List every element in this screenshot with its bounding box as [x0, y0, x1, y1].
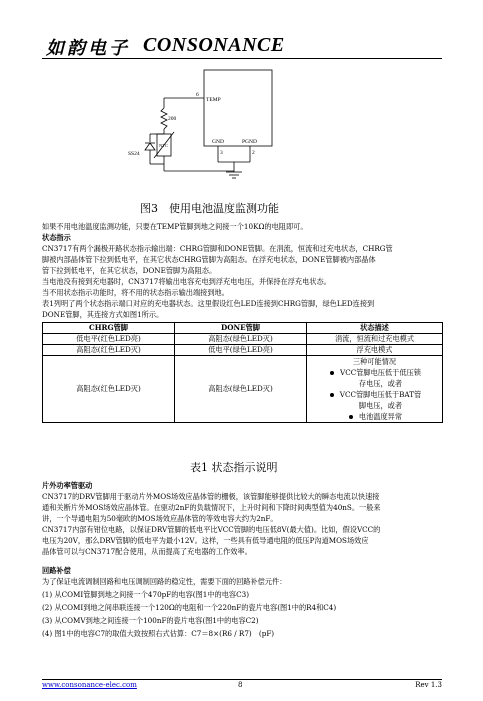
driver-line-6: 晶体管可以与CN3717配合使用，从而提高了充电器的工作效率。 [42, 547, 252, 556]
pin-pgnd-label: PGND [242, 139, 257, 145]
revision: Rev 1.3 [415, 681, 442, 689]
pin-temp-num: 6 [196, 92, 199, 98]
pin-pgnd-num: 2 [252, 150, 255, 156]
status-line-6: 表1列明了两个状态指示端口对应的充电器状态。这里假设红色LED连接到CHRG管脚，绿色LED连接到 [42, 299, 375, 308]
table-1-caption: 表1 状态指示说明 [190, 461, 278, 474]
loop-section-title: 回路补偿 [42, 566, 71, 575]
table-row: 低电平(红色LED亮) 高阻态(绿色LED灭) 涓流，恒流和过充电模式 [43, 334, 443, 345]
pin-gnd-label: GND [212, 139, 224, 145]
table-row: 高阻态(红色LED灭) 低电平(绿色LED亮) 浮充电模式 [43, 345, 443, 356]
driver-line-4: CN3717内部有钳位电路，以保证DRV管脚的低电平比VCC管脚的电压低8V(最大值)。比如，假设VCC的 [42, 525, 381, 534]
status-line-2: 脚被内部晶体管下拉到低电平，在其它状态CHRG管脚为高阻态。在浮充电状态，DONE管脚被内部晶体 [42, 255, 376, 264]
header-divider [42, 58, 442, 59]
bullet-icon [349, 415, 353, 419]
loop-item-2: (2) 从COMI到地之间串联连接一个120Ω的电阻和一个220nF的瓷片电容(图1中的R4和C4) [42, 603, 337, 612]
driver-line-1: CN3717的DRV管脚用于驱动片外MOS场效应晶体管的栅极，该管脚能够提供比较大的瞬态电流以快速接 [42, 492, 380, 501]
loop-item-4: (4) 图1中的电容C7的取值大致按照右式估算：C7＝8×(R6 / R7) (pF) [42, 629, 275, 638]
temp-monitor-diagram [100, 66, 300, 196]
diode-label: SS24 [128, 151, 140, 157]
company-logo-cn: 如韵电子 [46, 38, 130, 59]
footer-url-link[interactable]: www.consonance-elec.com [42, 681, 137, 689]
resistor-label: 200 [168, 116, 177, 122]
loop-item-1: (1) 从COMI管脚到地之间接一个470pF的电容(图1中的电容C3) [42, 590, 249, 599]
status-line-5: 当不用状态指示功能时，将不用的状态指示输出端接到地。 [42, 288, 229, 297]
table-header-done: DONE管脚 [175, 323, 307, 334]
driver-line-3: 讲，一个导通电阻为50毫欧的MOS场效应晶体管的等效电容大约为2nF。 [42, 514, 278, 523]
resistor-200 [161, 108, 167, 129]
driver-line-2: 通和关断片外MOS场效应晶体管。在驱动2nF的负载情况下，上升时间和下降时间典型值为40nS。一般来 [42, 503, 381, 512]
bullet-icon [330, 371, 334, 375]
driver-line-5: 电压为20V，那么DRV管脚的低电平为最小12V。这样，一些具有低导通电阻的低压P沟道MOS场效应 [42, 536, 369, 545]
table-header-desc: 状态描述 [307, 323, 443, 334]
figure-3-caption: 图3 使用电池温度监测功能 [140, 202, 279, 215]
status-line-1: CN3717有两个漏极开路状态指示输出端：CHRG管脚和DONE管脚。在涓流，恒流和过充电状态，CHRG管 [42, 244, 393, 253]
table-row: 高阻态(红色LED灭) 高阻态(绿色LED灭) 三种可能情况 VCC管脚电压低于低压锁 存电压，或者 VCC管脚电压低于BAT管 脚电压，或者 电池温度异常 [43, 356, 443, 423]
status-line-4: 当电池没有接到充电器时，CN3717将输出电容充电到浮充电电压，并保持在浮充电状态。 [42, 277, 331, 286]
loop-item-3: (3) 从COMV到地之间连接一个100nF的瓷片电容(图1中的电容C2) [42, 616, 259, 625]
footer-divider [42, 679, 442, 680]
bullet-icon [330, 393, 334, 397]
ic-body [204, 70, 272, 146]
page-number: 8 [238, 681, 243, 689]
pin-temp-label: TEMP [206, 97, 221, 103]
pin-gnd-num: 3 [220, 150, 223, 156]
status-table [42, 322, 443, 423]
status-line-3: 管下拉到低电平，在其它状态，DONE管脚为高阻态。 [42, 266, 217, 275]
table-cell-conditions: 三种可能情况 VCC管脚电压低于低压锁 存电压，或者 VCC管脚电压低于BAT管 脚电压，或者 电池温度异常 [307, 356, 443, 423]
ntc-label: NTC [159, 143, 168, 148]
no-temp-paragraph: 如果不用电池温度监测功能，只要在TEMP管脚到地之间接一个10KΩ的电阻即可。 [42, 222, 308, 231]
status-line-7: DONE管脚，其连接方式如图1所示。 [42, 310, 164, 319]
company-logo-en: CONSONANCE [143, 34, 285, 56]
table-header-row [43, 323, 443, 334]
page-header [0, 0, 483, 62]
status-section-title: 状态指示 [42, 233, 71, 242]
driver-section-title: 片外功率管驱动 [42, 481, 93, 490]
table-header-chrg: CHRG管脚 [43, 323, 175, 334]
loop-line-1: 为了保证电流调制回路和电压调制回路的稳定性，需要下面的回路补偿元件： [42, 577, 287, 586]
diode-ss24 [145, 143, 155, 150]
